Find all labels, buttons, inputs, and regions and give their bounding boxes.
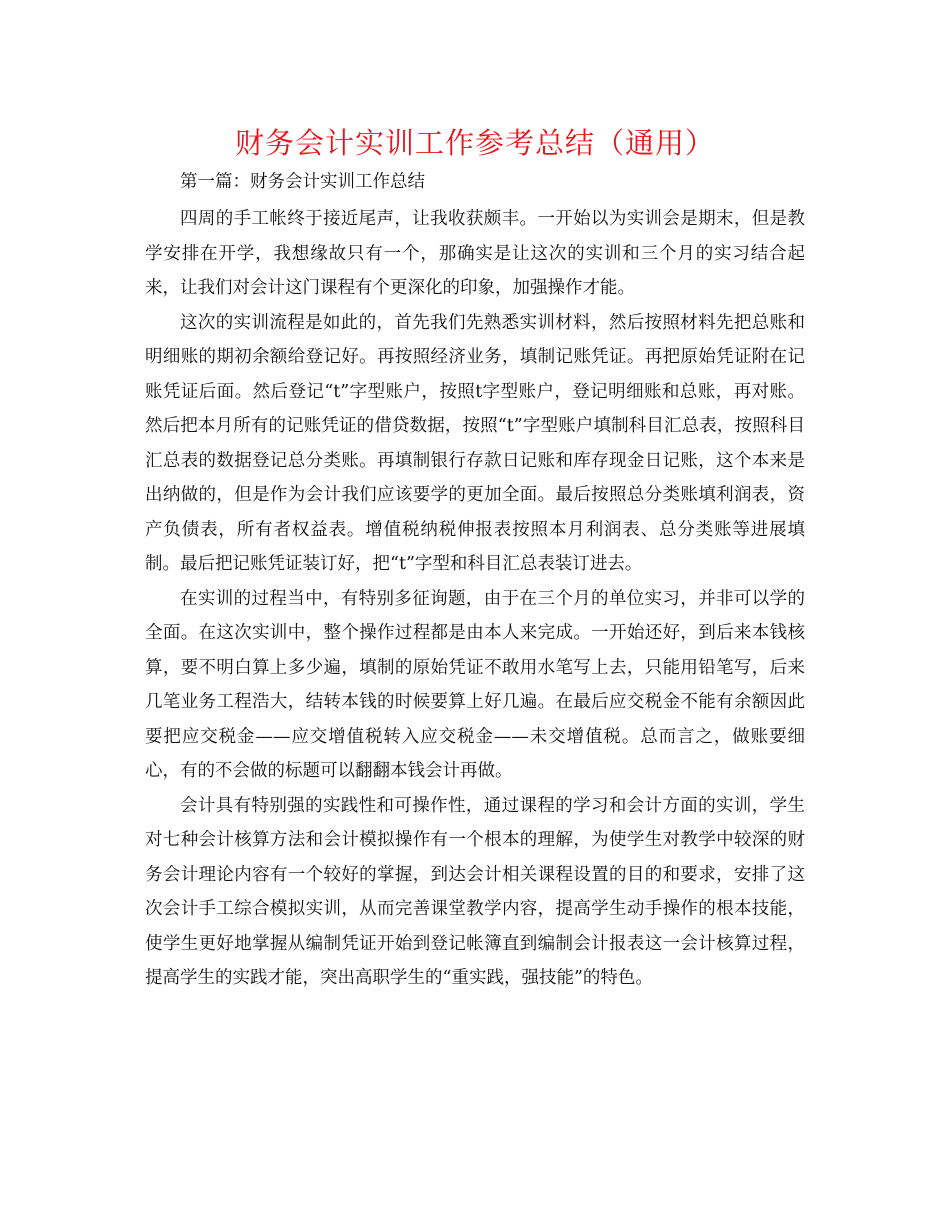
section-heading: 第一篇：财务会计实训工作总结: [180, 172, 425, 192]
document-title: 财务会计实训工作参考总结（通用）: [234, 126, 715, 160]
paragraph: 这次的实训流程是如此的，首先我们先熟悉实训材料，然后按照材料先把总账和明细账的期初余额给登记好。再按照经济业务，填制记账凭证。再把原始凭证附在记账凭证后面。然后登记“t”字型账户，按照t字型账户，登记明细账和总账，再对账。然后把本月所有的记账凭证的借贷数据，按照“t”字型账户填制科目汇总表，按照科目汇总表的数据登记总分类账。再填制银行存款日记账和库存现金日记账，这个本来是出纳做的，但是作为会计我们应该要学的更加全面。最后按照总分类账填利润表，资产负债表，所有者权益表。增值税纳税伸报表按照本月利润表、总分类账等进展填制。最后把记账凭证装订好，把“t”字型和科目汇总表装订进去。: [145, 312, 805, 574]
document-body: [145, 168, 805, 996]
paragraph: 四周的手工帐终于接近尾声，让我收获颇丰。一开始以为实训会是期末，但是教学安排在开学，我想缘故只有一个，那确实是让这次的实训和三个月的实习结合起来，让我们对会计这门课程有个更深化的印象，加强操作才能。: [145, 209, 805, 298]
paragraph: 在实训的过程当中，有特别多征询题，由于在三个月的单位实习，并非可以学的全面。在这次实训中，整个操作过程都是由本人来完成。一开始还好，到后来本钱核算，要不明白算上多少遍，填制的原始凭证不敢用水笔写上去，只能用铅笔写，后来几笔业务工程浩大，结转本钱的时候要算上好几遍。在最后应交税金不能有余额因此要把应交税金——应交增值税转入应交税金——未交增值税。总而言之，做账要细心，有的不会做的标题可以翻翻本钱会计再做。: [145, 588, 805, 781]
paragraph: 会计具有特别强的实践性和可操作性，通过课程的学习和会计方面的实训，学生对七种会计核算方法和会计模拟操作有一个根本的理解，为使学生对教学中较深的财务会计理论内容有一个较好的掌握，到达会计相关课程设置的目的和要求，安排了这次会计手工综合模拟实训，从而完善课堂教学内容，提高学生动手操作的根本技能，使学生更好地掌握从编制凭证开始到登记帐簿直到编制会计报表这一会计核算过程，提高学生的实践才能，突出高职学生的“重实践，强技能”的特色。: [145, 795, 805, 988]
